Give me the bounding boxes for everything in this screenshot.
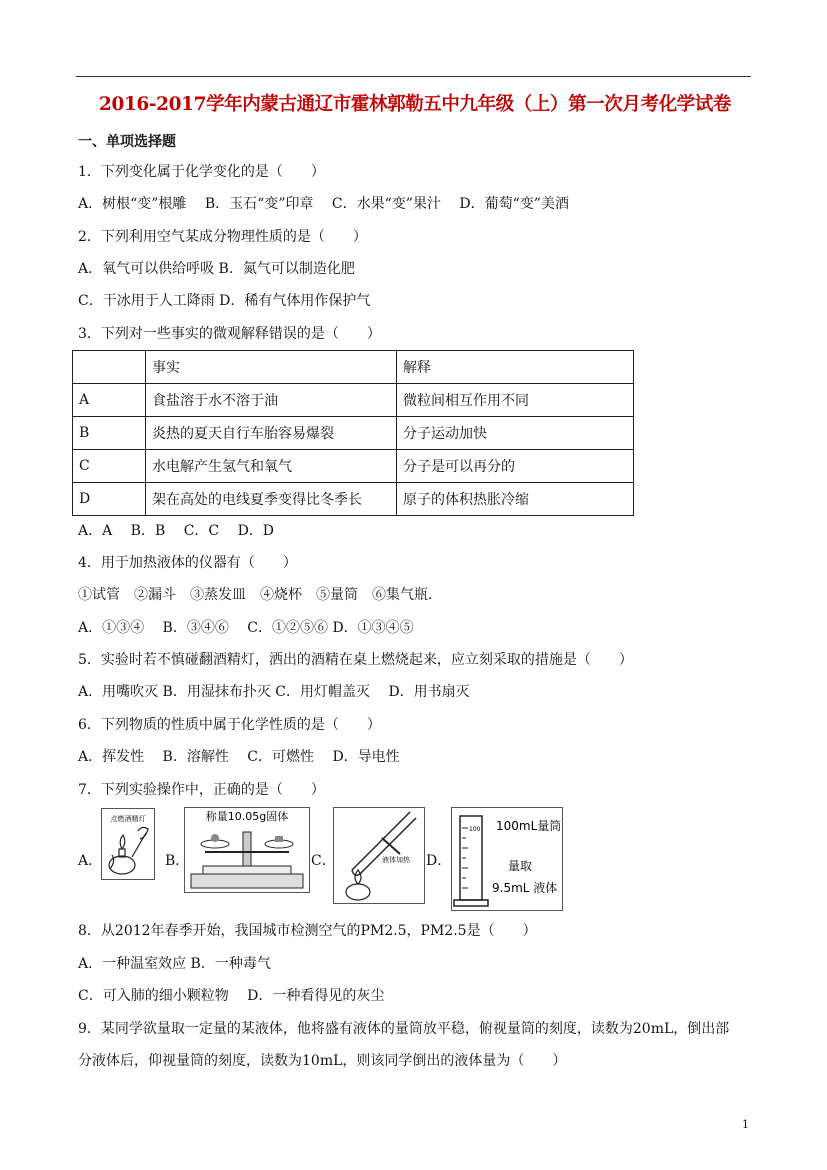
question-line: A．树根“变”根雕 B．玉石“变”印章 C．水果“变”果汁 D．葡萄“变”美酒	[78, 196, 569, 212]
question-line: A．①③④ B．③④⑥ C．①②⑤⑥ D．①③④⑤	[78, 620, 414, 636]
question-line: 2．下列利用空气某成分物理性质的是（ ）	[78, 229, 367, 245]
question-line: 7．下列实验操作中，正确的是（ ）	[78, 782, 325, 798]
table-cell: 分子运动加快	[397, 417, 634, 450]
table-cell: B	[73, 417, 146, 450]
table-cell: 食盐溶于水不溶于油	[146, 384, 397, 417]
table-cell: 水电解产生氢气和氧气	[146, 450, 397, 483]
question-line: C．可入肺的细小颗粒物 D．一种看得见的灰尘	[78, 988, 385, 1004]
q7-option-b-label: B．	[165, 853, 190, 869]
q7-c-caption: 液体加热	[382, 856, 410, 864]
section-heading: 一、单项选择题	[78, 134, 176, 150]
table-cell: 架在高处的电线夏季变得比冬季长	[146, 483, 397, 516]
table-row	[73, 450, 634, 483]
q7-option-c-label: C．	[311, 853, 336, 869]
question-line: 6．下列物质的性质中属于化学性质的是（ ）	[78, 717, 381, 733]
header-rule	[76, 76, 751, 77]
question-line: 1．下列变化属于化学变化的是（ ）	[78, 164, 325, 180]
q7-d-caption-3: 9.5mL 液体	[492, 881, 558, 895]
q7-option-a-label: A．	[78, 853, 103, 869]
table-cell: 微粒间相互作用不同	[397, 384, 634, 417]
q7-d-caption-2: 量取	[508, 859, 533, 873]
table-row	[73, 351, 634, 384]
question-line: 3．下列对一些事实的微观解释错误的是（ ）	[78, 326, 381, 342]
alcohol-lamp-lighting-icon	[101, 808, 155, 880]
balance-scale-icon	[184, 807, 310, 893]
q7-d-caption-1: 100mL量筒	[496, 819, 562, 833]
question-line: 8．从2012年春季开始，我国城市检测空气的PM2.5，PM2.5是（ ）	[78, 923, 537, 939]
table-row	[73, 483, 634, 516]
table-cell: 分子是可以再分的	[397, 450, 634, 483]
question-line: 4．用于加热液体的仪器有（ ）	[78, 555, 297, 571]
table-cell: 原子的体积热胀冷缩	[397, 483, 634, 516]
table-row	[73, 384, 634, 417]
table-row	[73, 417, 634, 450]
q7-a-caption: 点燃酒精灯	[110, 815, 146, 823]
q7-d-scale: 100	[469, 826, 481, 833]
q7-b-caption: 称量10.05g固体	[205, 810, 289, 823]
table-cell: 解释	[397, 351, 634, 384]
question-line: 9．某同学欲量取一定量的某液体，他将盛有液体的量筒放平稳，俯视量筒的刻度，读数为20mL，倒出部	[78, 1021, 730, 1037]
table-cell	[73, 351, 146, 384]
question-line: A．A B．B C．C D．D	[78, 523, 275, 539]
question-line: ①试管 ②漏斗 ③蒸发皿 ④烧杯 ⑤量筒 ⑥集气瓶．	[78, 587, 442, 603]
explanation-table	[72, 350, 634, 516]
page-title: 2016-2017学年内蒙古通辽市霍林郭勒五中九年级（上）第一次月考化学试卷	[99, 94, 731, 115]
table-cell: D	[73, 483, 146, 516]
q7-option-d-label: D．	[426, 853, 452, 869]
table-cell: C	[73, 450, 146, 483]
measuring-cylinder-icon	[451, 807, 563, 911]
question-line: C．干冰用于人工降雨 D．稀有气体用作保护气	[78, 293, 371, 309]
table-cell: 炎热的夏天自行车胎容易爆裂	[146, 417, 397, 450]
question-line: A．挥发性 B．溶解性 C．可燃性 D．导电性	[78, 749, 400, 765]
liquid-heating-icon	[333, 807, 425, 904]
question-line: 分液体后，仰视量筒的刻度，读数为10mL，则该同学倒出的液体量为（ ）	[78, 1053, 567, 1069]
table-cell: A	[73, 384, 146, 417]
table-cell: 事实	[146, 351, 397, 384]
question-line: A．用嘴吹灭 B．用湿抹布扑灭 C．用灯帽盖灭 D．用书扇灭	[78, 684, 470, 700]
question-line: A．氧气可以供给呼吸 B．氮气可以制造化肥	[78, 261, 355, 277]
question-line: A．一种温室效应 B．一种毒气	[78, 956, 271, 972]
page-number: 1	[742, 1118, 749, 1131]
question-line: 5．实验时若不慎碰翻酒精灯，洒出的酒精在桌上燃烧起来，应立刻采取的措施是（ ）	[78, 652, 633, 668]
